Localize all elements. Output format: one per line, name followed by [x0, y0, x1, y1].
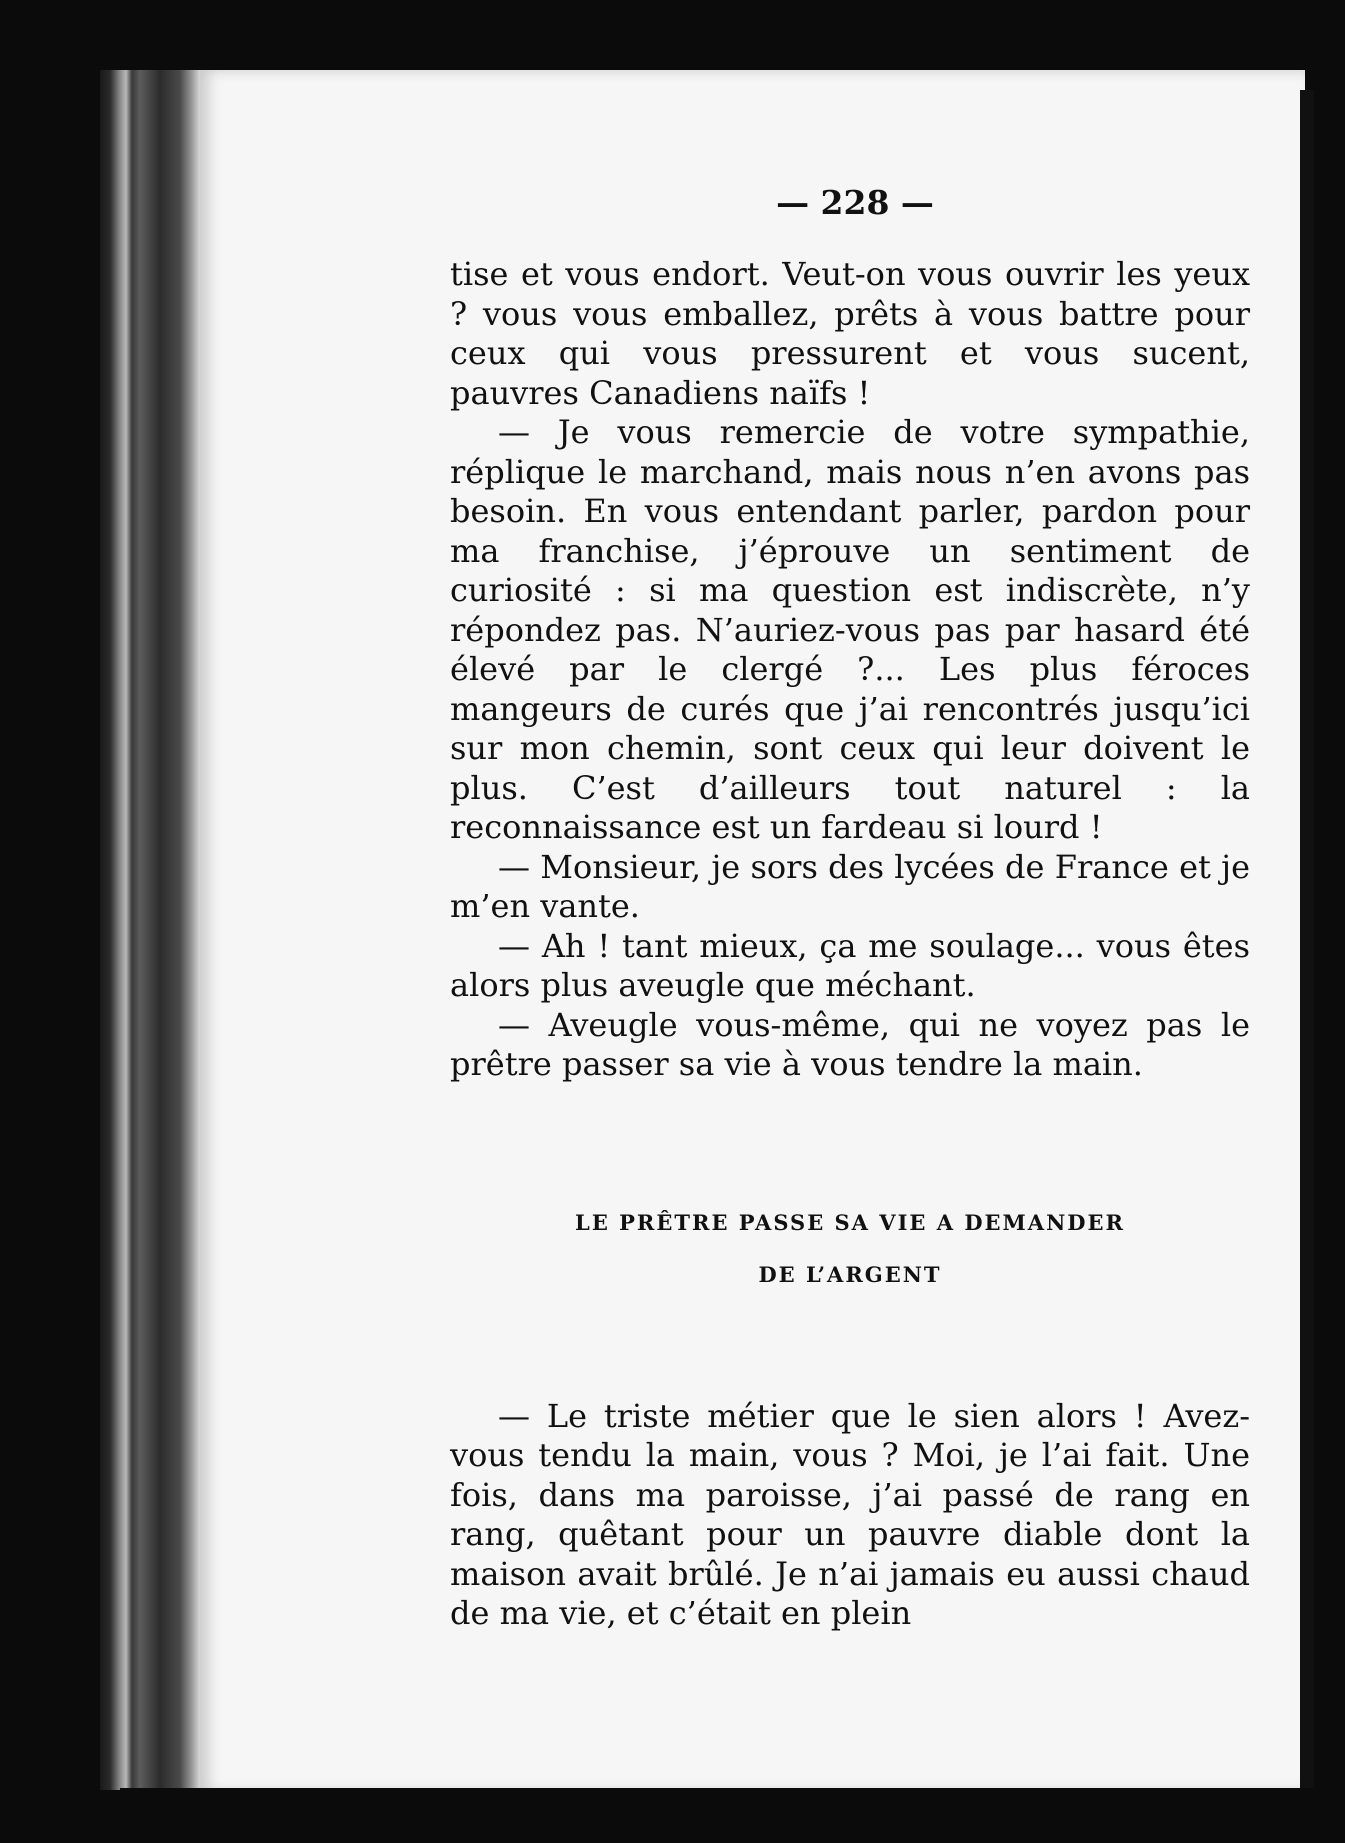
section-heading-line-2: DE L’ARGENT	[758, 1261, 942, 1287]
section-heading	[450, 1197, 1250, 1301]
page-bottom-edge	[120, 1788, 1320, 1843]
page-right-edge	[1300, 90, 1314, 1790]
paragraph: — Ah ! tant mieux, ça me soulage... vous êtes alors plus aveugle que méchant.	[450, 926, 1250, 1004]
paragraph: — Monsieur, je sors des lycées de France et je m’en vante.	[450, 847, 1250, 925]
section-heading-line-1: LE PRÊTRE PASSE SA VIE A DEMANDER	[575, 1209, 1125, 1235]
page-number: — 228 —	[776, 183, 934, 222]
paragraph: tise et vous endort. Veut-on vous ouvrir les yeux ? vous vous emballez, prêts à vous battre pour ceux qui vous pressurent et vous sucent, pauvres Canadiens naïfs !	[450, 255, 1250, 412]
page-text-block	[450, 180, 1250, 1634]
book-binding	[100, 70, 205, 1790]
paragraph: — Aveugle vous-même, qui ne voyez pas le prêtre passer sa vie à vous tendre la main.	[450, 1005, 1250, 1083]
paragraph: — Le triste métier que le sien alors ! Avez-vous tendu la main, vous ? Moi, je l’ai fait. Une fois, dans ma paroisse, j’ai passé de rang en rang, quêtant pour un pauvre diable dont la maison avait brûlé. Je n’ai jamais eu aussi chaud de ma vie, et c’était en plein	[450, 1396, 1250, 1632]
paragraph: — Je vous remercie de votre sympathie, réplique le marchand, mais nous n’en avons pas besoin. En vous entendant parler, pardon pour ma franchise, j’éprouve un sentiment de curiosité : si ma question est indiscrète, n’y répondez pas. N’auriez-vous pas par hasard été élevé par le clergé ?... Les plus féroces mangeurs de curés que j’ai rencontrés jusqu’ici sur mon chemin, sont ceux qui leur doivent le plus. C’est d’ailleurs tout naturel : la reconnaissance est un fardeau si lourd !	[450, 413, 1250, 846]
